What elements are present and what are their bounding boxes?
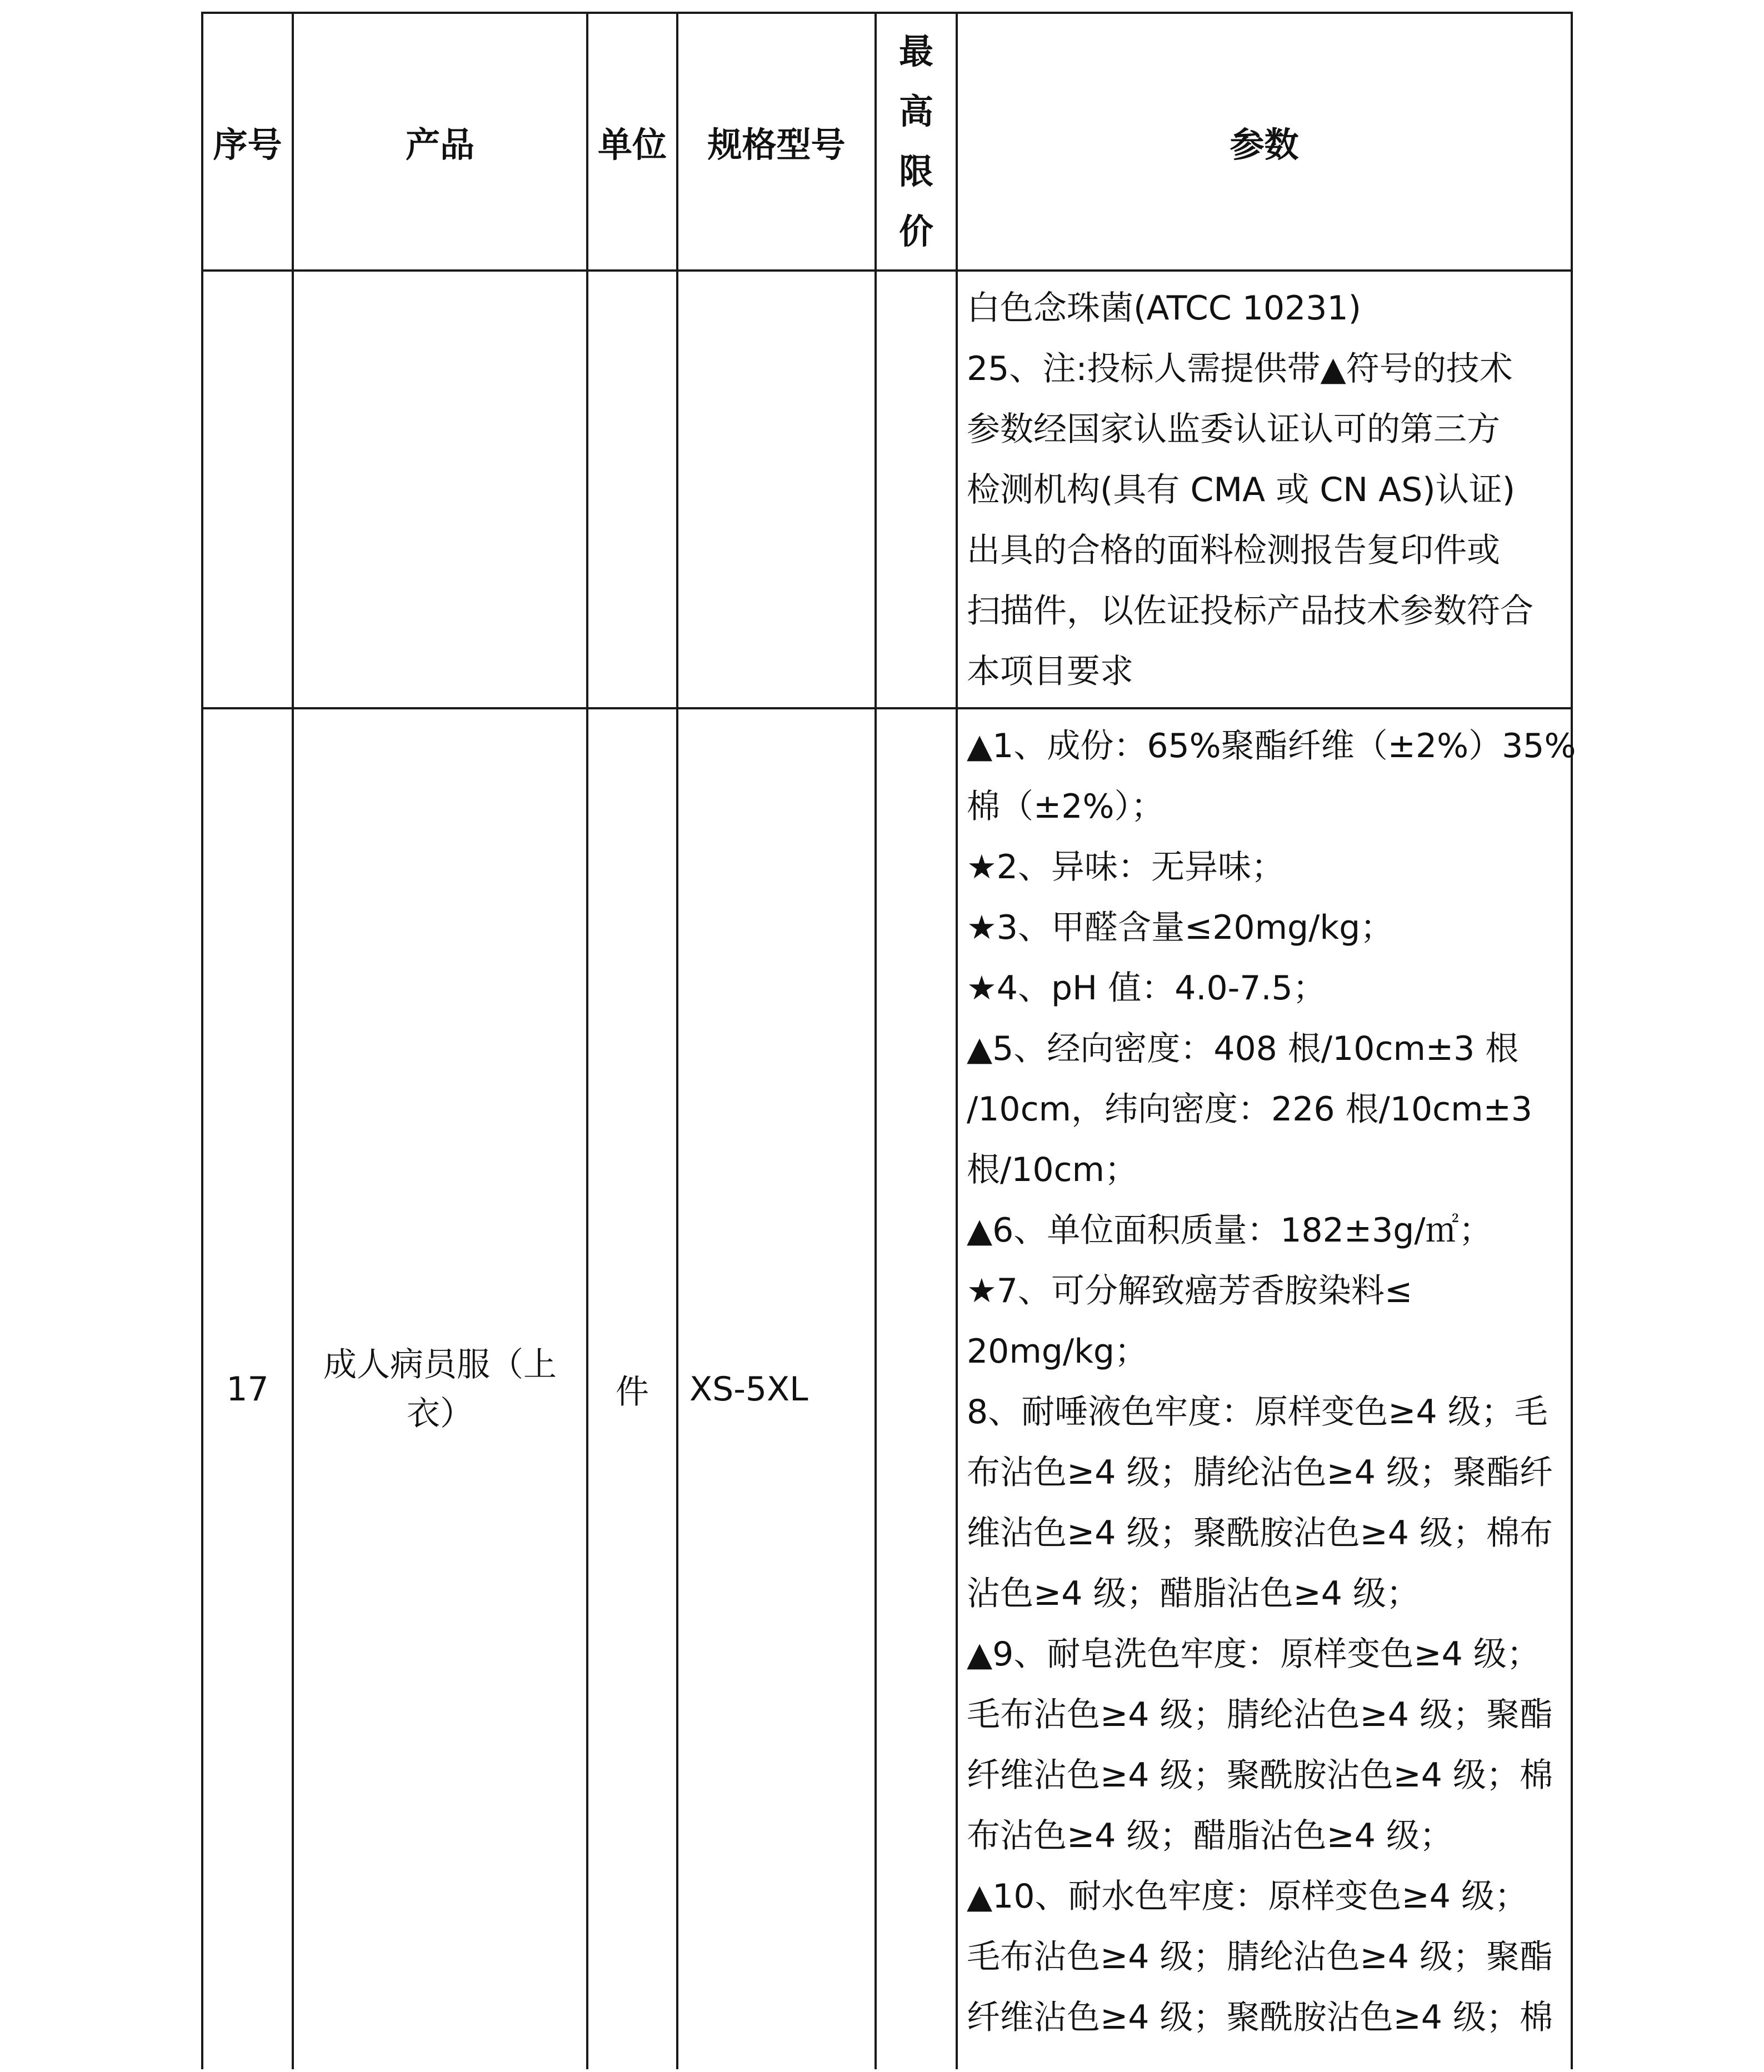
cell-seq bbox=[202, 271, 293, 708]
header-max-price-char: 高 bbox=[898, 91, 933, 132]
cell-seq: 17 bbox=[202, 708, 293, 2069]
header-max-price-char: 最 bbox=[898, 31, 933, 72]
header-unit: 单位 bbox=[587, 13, 677, 271]
cell-params bbox=[957, 708, 1576, 2069]
param-line: ▲9、耐皂洗色牢度：原样变色≥4 级； bbox=[967, 1635, 1540, 1674]
param-line: 参数经国家认监委认证认可的第三方 bbox=[967, 410, 1500, 449]
cell-max-price bbox=[876, 708, 957, 2069]
product-line: 成人病员服（上 bbox=[323, 1345, 557, 1384]
param-line: ▲6、单位面积质量：182±3g/㎡； bbox=[967, 1211, 1492, 1250]
param-line: 纤维沾色≥4 级；聚酰胺沾色≥4 级；棉 bbox=[967, 1756, 1553, 1795]
param-line: 扫描件，以佐证投标产品技术参数符合 bbox=[967, 592, 1533, 630]
param-line: ★3、甲醛含量≤20mg/kg； bbox=[967, 908, 1394, 947]
cell-max-price bbox=[876, 271, 957, 708]
cell-params bbox=[957, 271, 1572, 708]
cell-unit: 件 bbox=[587, 708, 677, 2069]
param-line: ▲5、经向密度：408 根/10cm±3 根 bbox=[967, 1029, 1519, 1068]
param-line: 毛布沾色≥4 级；腈纶沾色≥4 级；聚酯 bbox=[967, 1695, 1553, 1734]
header-row bbox=[202, 13, 1572, 271]
param-line: ★7、可分解致癌芳香胺染料≤ bbox=[967, 1272, 1413, 1310]
param-line: 布沾色≥4 级；醋脂沾色≥4 级； bbox=[967, 1816, 1453, 1855]
param-line: ★4、pH 值：4.0-7.5； bbox=[967, 969, 1326, 1008]
cell-product bbox=[293, 271, 587, 708]
header-product: 产品 bbox=[293, 13, 587, 271]
param-line: 本项目要求 bbox=[967, 652, 1133, 691]
param-line: 纤维沾色≥4 级；聚酰胺沾色≥4 级；棉 bbox=[967, 1998, 1553, 2037]
cell-spec: XS-5XL bbox=[677, 708, 876, 2069]
param-line: 20mg/kg； bbox=[967, 1332, 1148, 1371]
header-max-price-char: 限 bbox=[898, 151, 933, 192]
param-line: 检测机构(具有 CMA 或 CN AS)认证) bbox=[967, 471, 1516, 509]
param-line: 沾色≥4 级；醋脂沾色≥4 级； bbox=[967, 1574, 1420, 1613]
param-line: ▲10、耐水色牢度：原样变色≥4 级； bbox=[967, 1877, 1528, 1916]
header-seq: 序号 bbox=[202, 13, 293, 271]
param-line: ▲1、成份：65%聚酯纤维（±2%）35% bbox=[967, 727, 1576, 765]
param-line: /10cm，纬向密度：226 根/10cm±3 bbox=[967, 1090, 1533, 1129]
param-line: 棉（±2%）； bbox=[967, 787, 1165, 826]
table-row-17 bbox=[202, 708, 1572, 2069]
param-line: 布沾色≥4 级；腈纶沾色≥4 级；聚酯纤 bbox=[967, 1453, 1553, 1492]
param-line: 8、耐唾液色牢度：原样变色≥4 级；毛 bbox=[967, 1393, 1548, 1432]
param-line: 维沾色≥4 级；聚酰胺沾色≥4 级；棉布 bbox=[967, 1514, 1553, 1553]
spec-table bbox=[201, 12, 1576, 2069]
header-max-price-char: 价 bbox=[898, 211, 933, 252]
param-line: 毛布沾色≥4 级；腈纶沾色≥4 级；聚酯 bbox=[967, 1938, 1553, 1976]
header-params: 参数 bbox=[957, 13, 1572, 271]
param-line: 25、注:投标人需提供带▲符号的技术 bbox=[967, 349, 1513, 388]
cell-product bbox=[293, 708, 587, 2069]
param-line: 根/10cm； bbox=[967, 1150, 1138, 1189]
table-row-continued bbox=[202, 271, 1572, 708]
product-line: 衣） bbox=[407, 1394, 473, 1433]
cell-unit bbox=[587, 271, 677, 708]
header-spec: 规格型号 bbox=[677, 13, 876, 271]
header-max-price bbox=[876, 13, 957, 271]
param-line: ★2、异味：无异味； bbox=[967, 848, 1285, 887]
param-line: 出具的合格的面料检测报告复印件或 bbox=[967, 531, 1500, 570]
param-line: 白色念珠菌(ATCC 10231) bbox=[967, 289, 1362, 328]
cell-spec bbox=[677, 271, 876, 708]
